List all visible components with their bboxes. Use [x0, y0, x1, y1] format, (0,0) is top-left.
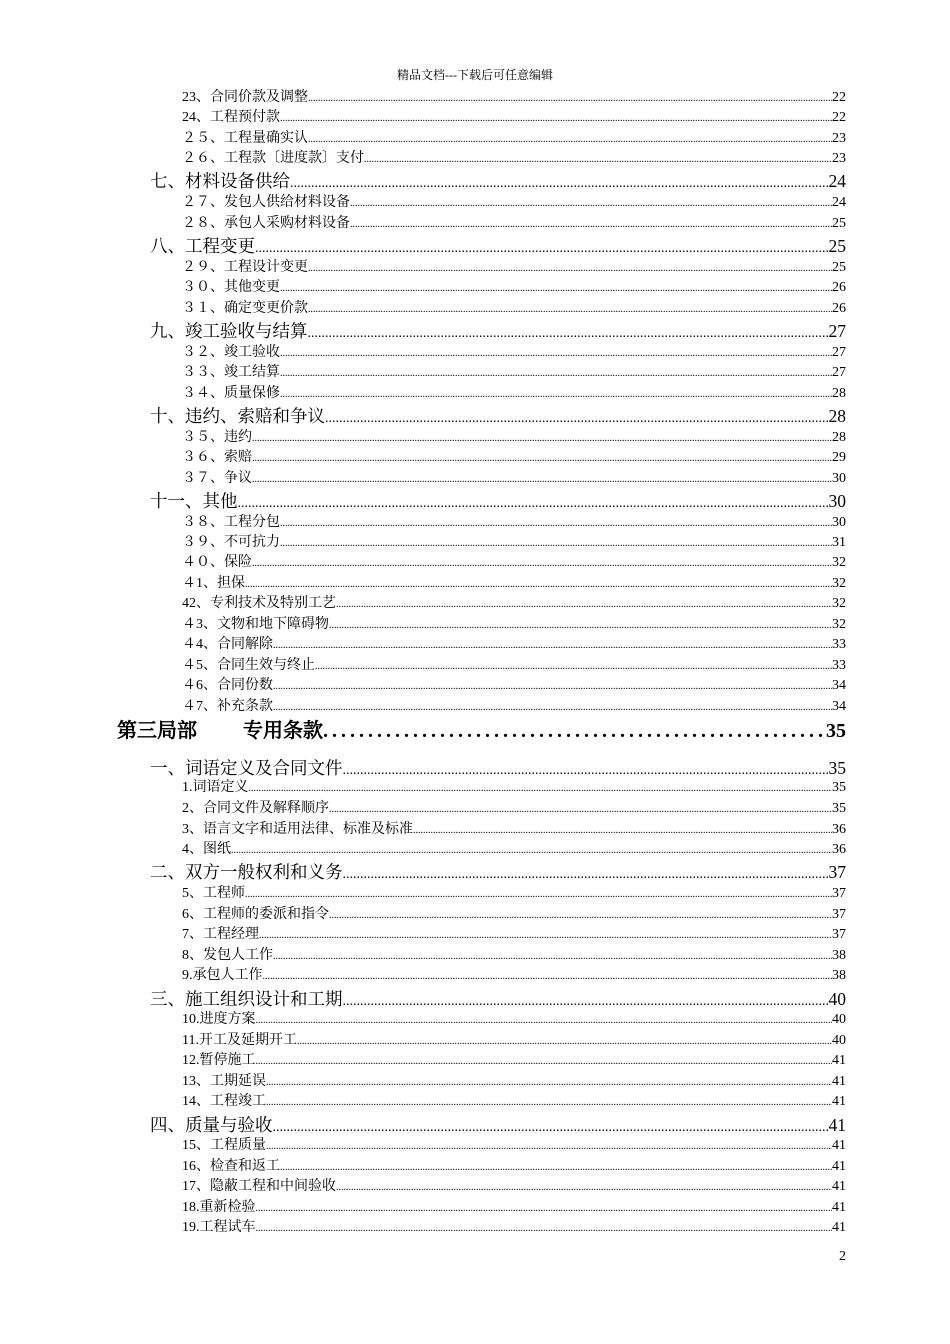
toc-title: 9.承包人工作 [182, 968, 263, 983]
toc-page: 25 [832, 216, 846, 231]
toc-entry[interactable] [182, 1157, 846, 1178]
toc-leader [280, 344, 832, 364]
toc-title: ４5、合同生效与终止 [182, 658, 315, 673]
toc-entry[interactable] [182, 946, 846, 967]
toc-leader [266, 1137, 832, 1157]
toc-entry[interactable] [182, 1031, 846, 1052]
toc-entry[interactable] [182, 258, 846, 279]
toc-page: 34 [832, 678, 846, 693]
toc-title: 10.进度方案 [182, 1012, 256, 1027]
toc-leader [280, 534, 832, 554]
toc-title: ３０、其他变更 [182, 280, 280, 295]
toc-title: ２６、工程款〔进度款〕支付 [182, 151, 364, 166]
page-number: 2 [839, 1249, 846, 1264]
toc-title: ３２、竣工验收 [182, 345, 280, 360]
toc-leader [364, 150, 832, 170]
toc-entry[interactable] [182, 799, 846, 820]
toc-leader [329, 800, 832, 820]
toc-entry[interactable] [182, 697, 846, 718]
toc-leader [336, 595, 832, 615]
toc-page: 27 [828, 321, 846, 341]
toc-leader [252, 429, 832, 449]
toc-title: 5、工程师 [182, 886, 245, 901]
toc-page: 35 [826, 720, 846, 742]
toc-page: 40 [832, 1033, 846, 1048]
toc-leader [273, 677, 832, 697]
toc-entry[interactable] [182, 278, 846, 299]
toc-page: 24 [828, 171, 846, 191]
toc-title: ２５、工程量确实认 [182, 131, 308, 146]
toc-title: 7、工程经理 [182, 927, 259, 942]
toc-page: 41 [832, 1220, 846, 1235]
toc-leader [256, 1219, 833, 1239]
toc-leader [266, 1093, 832, 1113]
toc-page: 37 [828, 862, 846, 882]
toc-leader [325, 408, 829, 430]
toc-page: 41 [828, 1115, 846, 1135]
toc-section[interactable] [150, 490, 846, 515]
toc-title [117, 718, 323, 744]
toc-leader [256, 1199, 833, 1219]
page-header: 精品文档---下载后可任意编辑 [397, 68, 553, 82]
toc-leader [255, 238, 829, 260]
toc-page: 23 [832, 131, 846, 146]
toc-title: 24、工程预付款 [182, 110, 280, 125]
toc-entry[interactable] [182, 533, 846, 554]
toc-entry[interactable] [182, 1198, 846, 1219]
toc-entry[interactable] [182, 363, 846, 384]
toc-entry[interactable] [182, 778, 846, 799]
toc-leader [280, 1158, 832, 1178]
toc-page: 41 [832, 1053, 846, 1068]
toc-leader [273, 698, 832, 718]
toc-title: 13、工期延误 [182, 1074, 266, 1089]
toc-title: 四、质量与验收 [150, 1115, 273, 1135]
toc-leader [266, 1073, 832, 1093]
toc-leader [280, 514, 832, 534]
toc-title: ３８、工程分包 [182, 515, 280, 530]
toc-page: 27 [832, 365, 846, 380]
toc-entry[interactable] [182, 1051, 846, 1072]
toc-section[interactable] [150, 170, 846, 195]
toc-title: 23、合同价款及调整 [182, 90, 308, 105]
toc-page: 41 [832, 1138, 846, 1153]
toc-leader [308, 130, 832, 150]
toc-page: 38 [832, 948, 846, 963]
toc-leader [329, 616, 832, 636]
toc-leader [238, 493, 829, 515]
toc-section[interactable] [150, 861, 846, 886]
toc-title: 17、隐蔽工程和中间验收 [182, 1179, 336, 1194]
toc-entry[interactable] [182, 513, 846, 534]
toc-page: 22 [832, 110, 846, 125]
toc-page: 30 [832, 471, 846, 486]
toc-page: 35 [832, 801, 846, 816]
toc-page: 23 [832, 151, 846, 166]
toc-entry[interactable] [182, 448, 846, 469]
toc-page: 37 [832, 907, 846, 922]
toc-entry[interactable] [182, 108, 846, 129]
toc-entry[interactable] [182, 384, 846, 405]
toc-leader [249, 779, 833, 799]
toc-title: 七、材料设备供给 [150, 171, 290, 191]
toc-page: 30 [828, 491, 846, 511]
toc-title: ４4、合同解除 [182, 637, 273, 652]
toc-entry[interactable] [182, 299, 846, 320]
toc-page: 25 [832, 260, 846, 275]
toc-page: 38 [832, 968, 846, 983]
toc-leader [308, 89, 832, 109]
toc-page: 28 [828, 406, 846, 426]
toc-entry[interactable] [182, 594, 846, 615]
toc-page: 24 [832, 195, 846, 210]
toc-title: 12.暂停施工 [182, 1053, 256, 1068]
toc-part-heading[interactable] [117, 718, 846, 744]
toc-leader [413, 821, 832, 841]
toc-entry[interactable] [182, 884, 846, 905]
toc-page: 28 [832, 386, 846, 401]
toc-leader [329, 906, 832, 926]
toc-leader [290, 173, 829, 195]
toc-title: 19.工程试车 [182, 1220, 256, 1235]
toc-leader [280, 109, 832, 129]
toc-title: 十、违约、索赔和争议 [150, 406, 325, 426]
toc-entry[interactable] [182, 193, 846, 214]
toc-title: 42、专利技术及特别工艺 [182, 596, 336, 611]
toc-entry[interactable] [182, 1136, 846, 1157]
toc-leader [350, 215, 832, 235]
toc-title: ２７、发包人供给材料设备 [182, 195, 350, 210]
toc-title: ３９、不可抗力 [182, 535, 280, 550]
toc-title: 8、发包人工作 [182, 948, 273, 963]
toc-leader [297, 1032, 832, 1052]
toc-title: 15、工程质量 [182, 1138, 266, 1153]
toc-page: 27 [832, 345, 846, 360]
toc-page: 31 [832, 535, 846, 550]
toc-section[interactable] [150, 320, 846, 345]
toc-leader [245, 575, 832, 595]
toc-leader [308, 323, 829, 345]
toc-entry[interactable] [182, 1072, 846, 1093]
toc-entry[interactable] [182, 574, 846, 595]
toc-leader [280, 279, 832, 299]
toc-title: ２９、工程设计变更 [182, 260, 308, 275]
toc-title: ４０、保险 [182, 555, 252, 570]
toc-title: 4、图纸 [182, 842, 231, 857]
toc-entry[interactable] [182, 905, 846, 926]
toc-leader [280, 385, 832, 405]
toc-page: 41 [832, 1200, 846, 1215]
toc-entry[interactable] [182, 553, 846, 574]
toc-page: 32 [832, 617, 846, 632]
toc-entry[interactable] [182, 925, 846, 946]
toc-title: 二、双方一般权利和义务 [150, 862, 343, 882]
toc-leader [252, 554, 832, 574]
toc-entry[interactable] [182, 343, 846, 364]
toc-page: 26 [832, 280, 846, 295]
toc-section[interactable] [150, 235, 846, 260]
toc-page: 28 [832, 430, 846, 445]
toc-entry[interactable] [182, 428, 846, 449]
toc-entry[interactable] [182, 1092, 846, 1113]
toc-page: 34 [832, 699, 846, 714]
toc-part-label: 第三局部 [117, 720, 197, 742]
toc-entry[interactable] [182, 214, 846, 235]
toc-leader [256, 1011, 833, 1031]
toc-entry[interactable] [182, 1010, 846, 1031]
toc-page: 22 [832, 90, 846, 105]
toc-title: 18.重新检验 [182, 1200, 256, 1215]
toc-title: 6、工程师的委派和指令 [182, 907, 329, 922]
toc-entry[interactable] [182, 676, 846, 697]
toc-page: 36 [832, 842, 846, 857]
toc-entry[interactable] [182, 615, 846, 636]
toc-title: 11.开工及延期开工 [182, 1033, 297, 1048]
toc-leader [308, 259, 832, 279]
toc-leader [308, 300, 832, 320]
toc-leader [280, 364, 832, 384]
toc-page: 30 [832, 515, 846, 530]
toc-title: 一、词语定义及合同文件 [150, 758, 343, 778]
toc-leader [231, 841, 832, 861]
toc-title: 3、语言文字和适用法律、标准及标准 [182, 822, 413, 837]
toc-page: 41 [832, 1159, 846, 1174]
toc-title: 2、合同文件及解释顺序 [182, 801, 329, 816]
toc-leader [273, 947, 832, 967]
toc-title: 九、竣工验收与结算 [150, 321, 308, 341]
toc-entry[interactable] [182, 656, 846, 677]
toc-entry[interactable] [182, 840, 846, 861]
toc-entry[interactable] [182, 820, 846, 841]
toc-page: 32 [832, 576, 846, 591]
toc-leader [252, 449, 832, 469]
toc-title: ３７、争议 [182, 471, 252, 486]
toc-entry[interactable] [182, 469, 846, 490]
toc-leader [343, 864, 829, 886]
toc-title: 十一、其他 [150, 491, 238, 511]
toc-page: 33 [832, 637, 846, 652]
toc-page: 32 [832, 596, 846, 611]
toc-leader [323, 718, 826, 744]
toc-leader [259, 926, 832, 946]
toc-title: ３１、确定变更价款 [182, 301, 308, 316]
toc-leader [245, 885, 832, 905]
toc-entry[interactable] [182, 88, 846, 109]
toc-leader [273, 636, 832, 656]
toc-page: 35 [828, 758, 846, 778]
toc-page: 40 [828, 989, 846, 1009]
toc-title: 三、施工组织设计和工期 [150, 989, 343, 1009]
toc-leader [252, 470, 832, 490]
toc-page: 32 [832, 555, 846, 570]
toc-title: ３４、质量保修 [182, 386, 280, 401]
toc-title: ３５、违约 [182, 430, 252, 445]
toc-title: ４3、文物和地下障碍物 [182, 617, 329, 632]
toc-entry[interactable] [182, 1177, 846, 1198]
toc-title: ４1、担保 [182, 576, 245, 591]
toc-page: 37 [832, 886, 846, 901]
toc-entry[interactable] [182, 129, 846, 150]
toc-title: 八、工程变更 [150, 236, 255, 256]
toc-page: 37 [832, 927, 846, 942]
toc-page: 36 [832, 822, 846, 837]
toc-title: 14、工程竣工 [182, 1094, 266, 1109]
toc-title: ４7、补充条款 [182, 699, 273, 714]
toc-leader [315, 657, 832, 677]
toc-title: ３６、索赔 [182, 450, 252, 465]
toc-page: 40 [832, 1012, 846, 1027]
toc-page: 26 [832, 301, 846, 316]
toc-entry[interactable] [182, 966, 846, 987]
toc-entry[interactable] [182, 1218, 846, 1239]
toc-page: 33 [832, 658, 846, 673]
toc-page: 25 [828, 236, 846, 256]
toc-title: ３３、竣工结算 [182, 365, 280, 380]
toc-page: 35 [832, 780, 846, 795]
toc-part-name: 专用条款 [243, 720, 323, 742]
toc-entry[interactable] [182, 635, 846, 656]
toc-section[interactable] [150, 405, 846, 430]
toc-title: ２８、承包人采购材料设备 [182, 216, 350, 231]
toc-title: ４6、合同份数 [182, 678, 273, 693]
toc-leader [336, 1178, 832, 1198]
toc-title: 1.词语定义 [182, 780, 249, 795]
toc-title: 16、检查和返工 [182, 1159, 280, 1174]
toc-leader [263, 967, 833, 987]
toc-leader [256, 1052, 833, 1072]
toc-page: 29 [832, 450, 846, 465]
toc-leader [350, 194, 832, 214]
toc-page: 41 [832, 1074, 846, 1089]
toc-entry[interactable] [182, 149, 846, 170]
toc-page: 41 [832, 1179, 846, 1194]
toc-page: 41 [832, 1094, 846, 1109]
